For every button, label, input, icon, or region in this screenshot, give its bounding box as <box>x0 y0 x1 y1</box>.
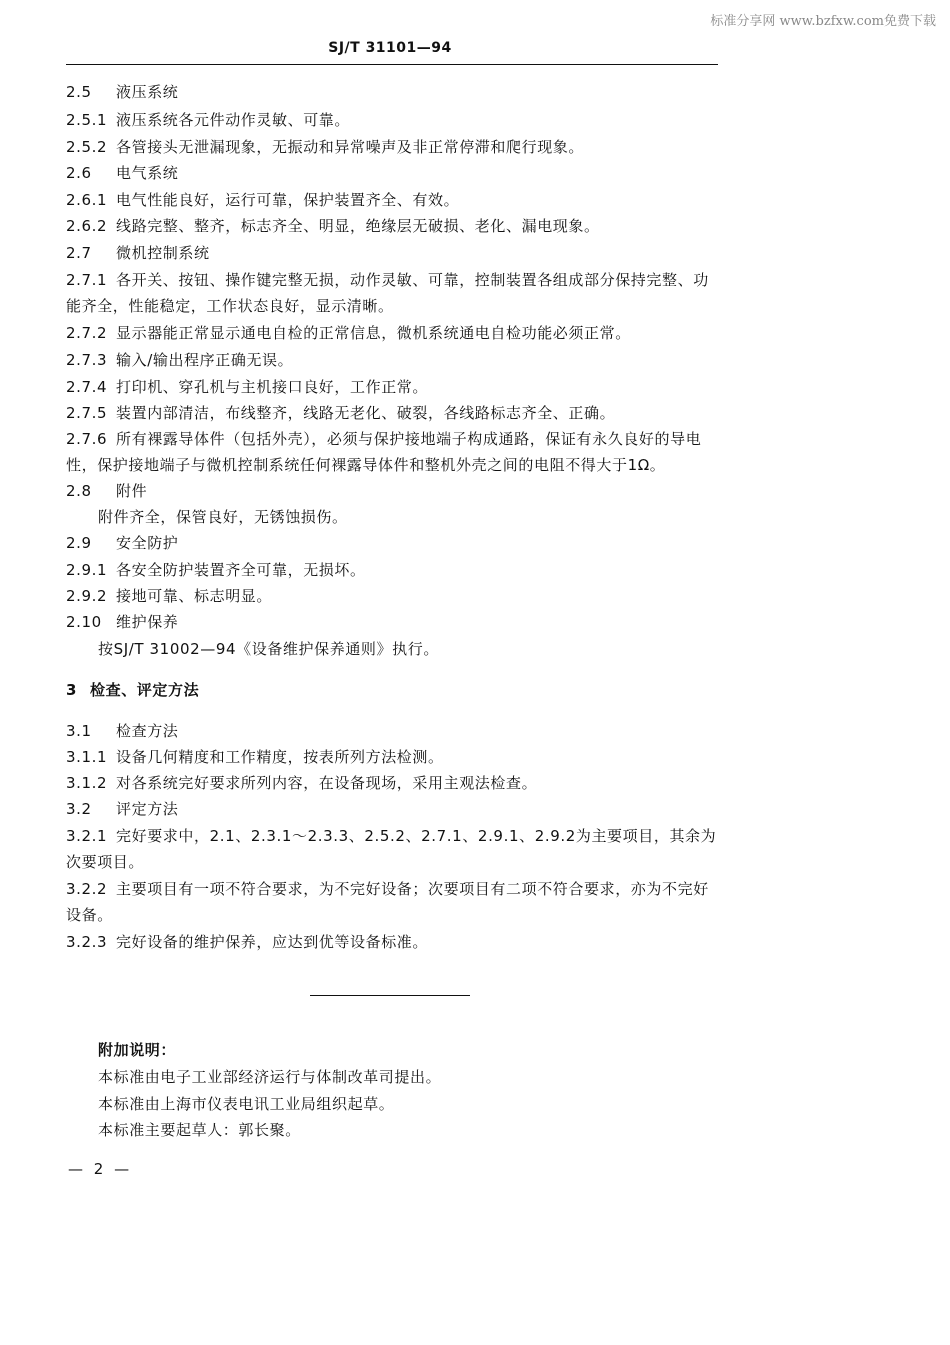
clause-2-7-3 <box>66 350 726 370</box>
clause-text: 电气系统 <box>116 164 179 182</box>
clause-2-5 <box>66 82 726 102</box>
clause-text: 装置内部清洁，布线整齐，线路无老化、破裂，各线路标志齐全、正确。 <box>116 404 616 422</box>
clause-2-7 <box>66 243 726 263</box>
clause-2-10-body <box>98 639 758 659</box>
appendix-title: 附加说明： <box>98 1041 177 1059</box>
clause-number: 2.7.5 <box>66 404 108 422</box>
clause-3-2-1 <box>66 823 718 875</box>
clause-text: 维护保养 <box>116 613 179 631</box>
clause-2-7-4 <box>66 377 726 397</box>
clause-number: 3.2.1 <box>66 827 108 845</box>
clause-2-5-1 <box>66 110 726 130</box>
clause-text: 检查方法 <box>116 722 179 740</box>
clause-number: 2.9.1 <box>66 561 108 579</box>
clause-2-5-2 <box>66 137 726 157</box>
clause-number: 2.9.2 <box>66 587 108 605</box>
clause-2-8-body <box>98 507 758 527</box>
clause-number: 2.7.6 <box>66 430 108 448</box>
clause-number: 2.7.2 <box>66 324 108 342</box>
clause-text: 按SJ/T 31002—94《设备维护保养通则》执行。 <box>98 640 439 658</box>
clause-text: 主要项目有一项不符合要求，为不完好设备；次要项目有二项不符合要求，亦为不完好设备。 <box>66 880 709 924</box>
section-3-heading <box>66 680 726 700</box>
clause-2-8 <box>66 481 726 501</box>
clause-3-1-1 <box>66 747 726 767</box>
clause-number: 2.8 <box>66 482 92 500</box>
clause-3-2-3 <box>66 932 726 952</box>
clause-2-6 <box>66 163 726 183</box>
clause-3-1-2 <box>66 773 726 793</box>
clause-number: 3.2 <box>66 800 92 818</box>
clause-number: 2.7 <box>66 244 92 262</box>
clause-text: 显示器能正常显示通电自检的正常信息，微机系统通电自检功能必须正常。 <box>116 324 631 342</box>
clause-text: 附件齐全，保管良好，无锈蚀损伤。 <box>98 508 348 526</box>
clause-number: 2.9 <box>66 534 92 552</box>
clause-text: 各开关、按钮、操作键完整无损，动作灵敏、可靠，控制装置各组成部分保持完整、功能齐全，性能稳定，工作状态良好，显示清晰。 <box>66 271 709 315</box>
clause-2-6-1 <box>66 190 726 210</box>
appendix-line: 本标准由上海市仪表电讯工业局组织起草。 <box>98 1095 395 1113</box>
clause-number: 2.7.3 <box>66 351 108 369</box>
clause-text: 液压系统各元件动作灵敏、可靠。 <box>116 111 351 129</box>
clause-2-9 <box>66 533 726 553</box>
clause-text: 接地可靠、标志明显。 <box>116 587 273 605</box>
clause-number: 3.2.3 <box>66 933 108 951</box>
clause-text: 附件 <box>116 482 148 500</box>
clause-number: 2.5.1 <box>66 111 108 129</box>
clause-number: 2.7.4 <box>66 378 108 396</box>
clause-text: 安全防护 <box>116 534 179 552</box>
clause-3-2-2 <box>66 876 718 928</box>
section-number: 3 <box>66 681 78 699</box>
clause-number: 2.10 <box>66 613 102 631</box>
appendix-line: 本标准主要起草人：郭长聚。 <box>98 1121 301 1139</box>
clause-number: 2.7.1 <box>66 271 108 289</box>
appendix-line: 本标准由电子工业部经济运行与体制改革司提出。 <box>98 1068 442 1086</box>
clause-2-7-6 <box>66 426 718 478</box>
clause-text: 输入/输出程序正确无误。 <box>116 351 294 369</box>
document-code: SJ/T 31101—94 <box>328 40 452 56</box>
clause-text: 完好设备的维护保养，应达到优等设备标准。 <box>116 933 429 951</box>
clause-text: 设备几何精度和工作精度，按表所列方法检测。 <box>116 748 444 766</box>
clause-2-7-5 <box>66 403 726 423</box>
clause-number: 3.1.2 <box>66 774 108 792</box>
clause-2-9-1 <box>66 560 726 580</box>
clause-2-7-2 <box>66 323 726 343</box>
clause-text: 电气性能良好，运行可靠，保护装置齐全、有效。 <box>116 191 460 209</box>
clause-number: 2.6.1 <box>66 191 108 209</box>
clause-text: 完好要求中，2.1、2.3.1～2.3.3、2.5.2、2.7.1、2.9.1、2.9.2为主要项目，其余为次要项目。 <box>66 827 717 871</box>
clause-text: 线路完整、整齐，标志齐全、明显，绝缘层无破损、老化、漏电现象。 <box>116 217 600 235</box>
clause-text: 各管接头无泄漏现象，无振动和异常噪声及非正常停滞和爬行现象。 <box>116 138 585 156</box>
clause-2-6-2 <box>66 216 726 236</box>
clause-number: 2.6 <box>66 164 92 182</box>
clause-number: 2.5 <box>66 83 92 101</box>
clause-number: 3.1 <box>66 722 92 740</box>
clause-text: 所有裸露导体件（包括外壳），必须与保护接地端子构成通路，保证有永久良好的导电性，保护接地端子与微机控制系统任何裸露导体件和整机外壳之间的电阻不得大于1Ω。 <box>66 430 702 474</box>
clause-number: 2.6.2 <box>66 217 108 235</box>
clause-3-2 <box>66 799 726 819</box>
clause-2-9-2 <box>66 586 726 606</box>
clause-number: 3.2.2 <box>66 880 108 898</box>
clause-3-1 <box>66 721 726 741</box>
clause-number: 3.1.1 <box>66 748 108 766</box>
end-rule <box>310 995 470 996</box>
clause-text: 各安全防护装置齐全可靠，无损坏。 <box>116 561 366 579</box>
clause-2-10 <box>66 612 726 632</box>
clause-number: 2.5.2 <box>66 138 108 156</box>
clause-text: 微机控制系统 <box>116 244 210 262</box>
clause-text: 打印机、穿孔机与主机接口良好，工作正常。 <box>116 378 429 396</box>
clause-text: 评定方法 <box>116 800 179 818</box>
clause-2-7-1 <box>66 267 718 319</box>
section-title: 检查、评定方法 <box>90 681 200 699</box>
clause-text: 对各系统完好要求所列内容，在设备现场，采用主观法检查。 <box>116 774 538 792</box>
watermark-text: 标准分享网 www.bzfxw.com免费下载 <box>710 14 936 29</box>
header-rule <box>66 64 718 65</box>
clause-text: 液压系统 <box>116 83 179 101</box>
page-number: — 2 — <box>68 1160 133 1178</box>
